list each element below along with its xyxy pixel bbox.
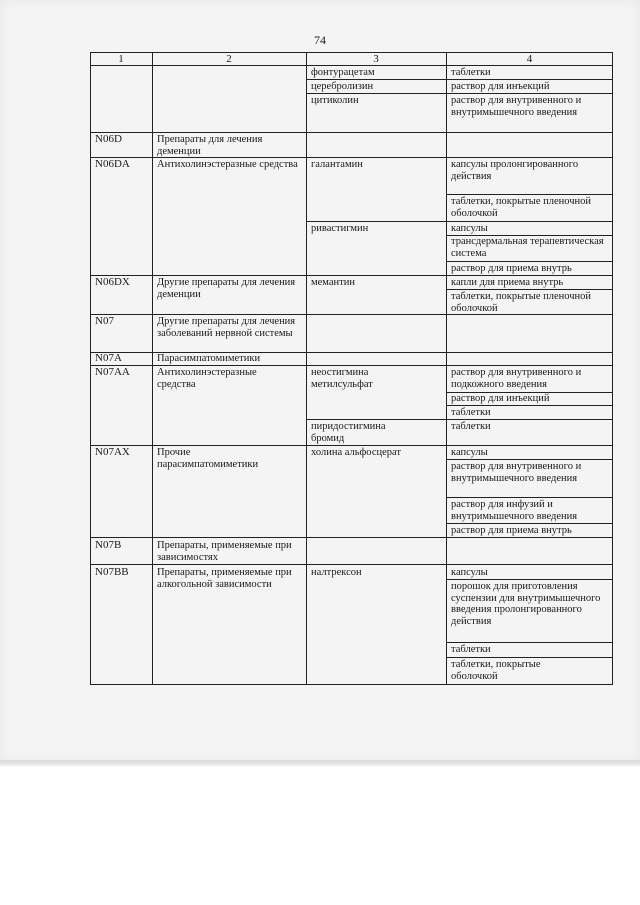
- table-border-right: [612, 52, 613, 685]
- dosage-form: таблетки, покрытые пленочной оболочкой: [451, 291, 592, 314]
- atc-code: N06D: [95, 133, 122, 145]
- dosage-form: капсулы пролонгированного действия: [451, 159, 579, 182]
- dosage-form: раствор для приема внутрь: [451, 263, 572, 274]
- row-rule: [306, 79, 613, 80]
- dosage-form: трансдермальная терапевтическая система: [451, 236, 604, 259]
- dosage-form: таблетки, покрытые оболочкой: [451, 659, 541, 682]
- drug-table: [90, 52, 613, 685]
- atc-group: Парасимпатомиметики: [157, 353, 261, 364]
- row-rule: [446, 459, 613, 460]
- atc-group: Другие препараты для лечения заболеваний нервной системы: [157, 316, 296, 339]
- row-rule: [306, 93, 613, 94]
- page-number: 74: [314, 33, 326, 47]
- dosage-form: раствор для внутривенного и подкожного введения: [451, 367, 582, 390]
- dosage-form: раствор для приема внутрь: [451, 525, 572, 536]
- dosage-form: раствор для инъекций: [451, 81, 550, 92]
- row-rule: [306, 419, 613, 420]
- dosage-form: раствор для внутривенного и внутримышечного введения: [451, 461, 582, 484]
- table-border-left: [90, 52, 91, 685]
- dosage-form: капсулы: [451, 223, 488, 234]
- page-bottom-edge: [0, 760, 640, 766]
- atc-code: N06DX: [95, 276, 130, 288]
- drug-name: мемантин: [311, 277, 355, 288]
- atc-code: N07BB: [95, 566, 129, 578]
- atc-group: Препараты, применяемые при алкогольной зависимости: [157, 567, 292, 590]
- column-divider: [152, 52, 153, 685]
- drug-name: цитиколин: [311, 95, 359, 106]
- row-rule: [90, 445, 613, 446]
- drug-name: церебролизин: [311, 81, 374, 92]
- header-col-1: 1: [118, 53, 124, 65]
- row-rule: [446, 579, 613, 580]
- row-rule: [90, 564, 613, 565]
- row-rule: [90, 537, 613, 538]
- row-rule: [446, 523, 613, 524]
- atc-group: Прочие парасимпатомиметики: [157, 447, 259, 470]
- dosage-form: таблетки: [451, 407, 491, 418]
- dosage-form: раствор для инфузий и внутримышечного введения: [451, 499, 578, 522]
- row-rule: [446, 194, 613, 195]
- atc-group: Антихолинэстеразные средства: [157, 367, 257, 390]
- dosage-form: таблетки: [451, 421, 491, 432]
- atc-group: Препараты, применяемые при зависимостях: [157, 540, 292, 563]
- dosage-form: раствор для инъекций: [451, 393, 550, 404]
- atc-code: N07AA: [95, 366, 130, 378]
- drug-name: ривастигмин: [311, 223, 369, 234]
- row-rule: [306, 221, 613, 222]
- row-rule: [90, 314, 613, 315]
- row-rule: [446, 642, 613, 643]
- drug-name: налтрексон: [311, 567, 362, 578]
- atc-code: N06DA: [95, 158, 130, 170]
- dosage-form: таблетки, покрытые пленочной оболочкой: [451, 196, 592, 219]
- header-rule: [90, 65, 613, 66]
- atc-code: N07AX: [95, 446, 130, 458]
- dosage-form: таблетки: [451, 67, 491, 78]
- row-rule: [446, 289, 613, 290]
- dosage-form: капсулы: [451, 567, 488, 578]
- dosage-form: порошок для приготовления суспензии для внутримышечного введения пролонгированного действия: [451, 581, 601, 627]
- atc-group: Другие препараты для лечения деменции: [157, 277, 296, 300]
- dosage-form: раствор для внутривенного и внутримышечного введения: [451, 95, 582, 118]
- header-col-3: 3: [373, 53, 379, 65]
- row-rule: [90, 275, 613, 276]
- atc-code: N07B: [95, 539, 122, 551]
- row-rule: [90, 157, 613, 158]
- dosage-form: таблетки: [451, 644, 491, 655]
- header-col-2: 2: [226, 53, 232, 65]
- header-col-4: 4: [526, 53, 533, 65]
- row-rule: [446, 657, 613, 658]
- column-divider: [306, 52, 307, 685]
- column-divider: [446, 52, 447, 685]
- atc-code: N07A: [95, 352, 122, 364]
- dosage-form: капли для приема внутрь: [451, 277, 564, 288]
- atc-group: Препараты для лечения деменции: [157, 134, 263, 157]
- drug-name: холина альфосцерат: [311, 447, 401, 458]
- row-rule: [90, 132, 613, 133]
- table-border-bottom: [90, 684, 613, 685]
- drug-name: фонтурацетам: [311, 67, 375, 78]
- row-rule: [90, 365, 613, 366]
- atc-code: N07: [95, 315, 114, 327]
- row-rule: [446, 497, 613, 498]
- dosage-form: капсулы: [451, 447, 488, 458]
- atc-group: Антихолинэстеразные средства: [157, 159, 298, 170]
- drug-name: галантамин: [311, 159, 363, 170]
- row-rule: [446, 261, 613, 262]
- drug-name: пиридостигмина бромид: [311, 421, 386, 444]
- row-rule: [446, 405, 613, 406]
- drug-name: неостигмина метилсульфат: [311, 367, 373, 390]
